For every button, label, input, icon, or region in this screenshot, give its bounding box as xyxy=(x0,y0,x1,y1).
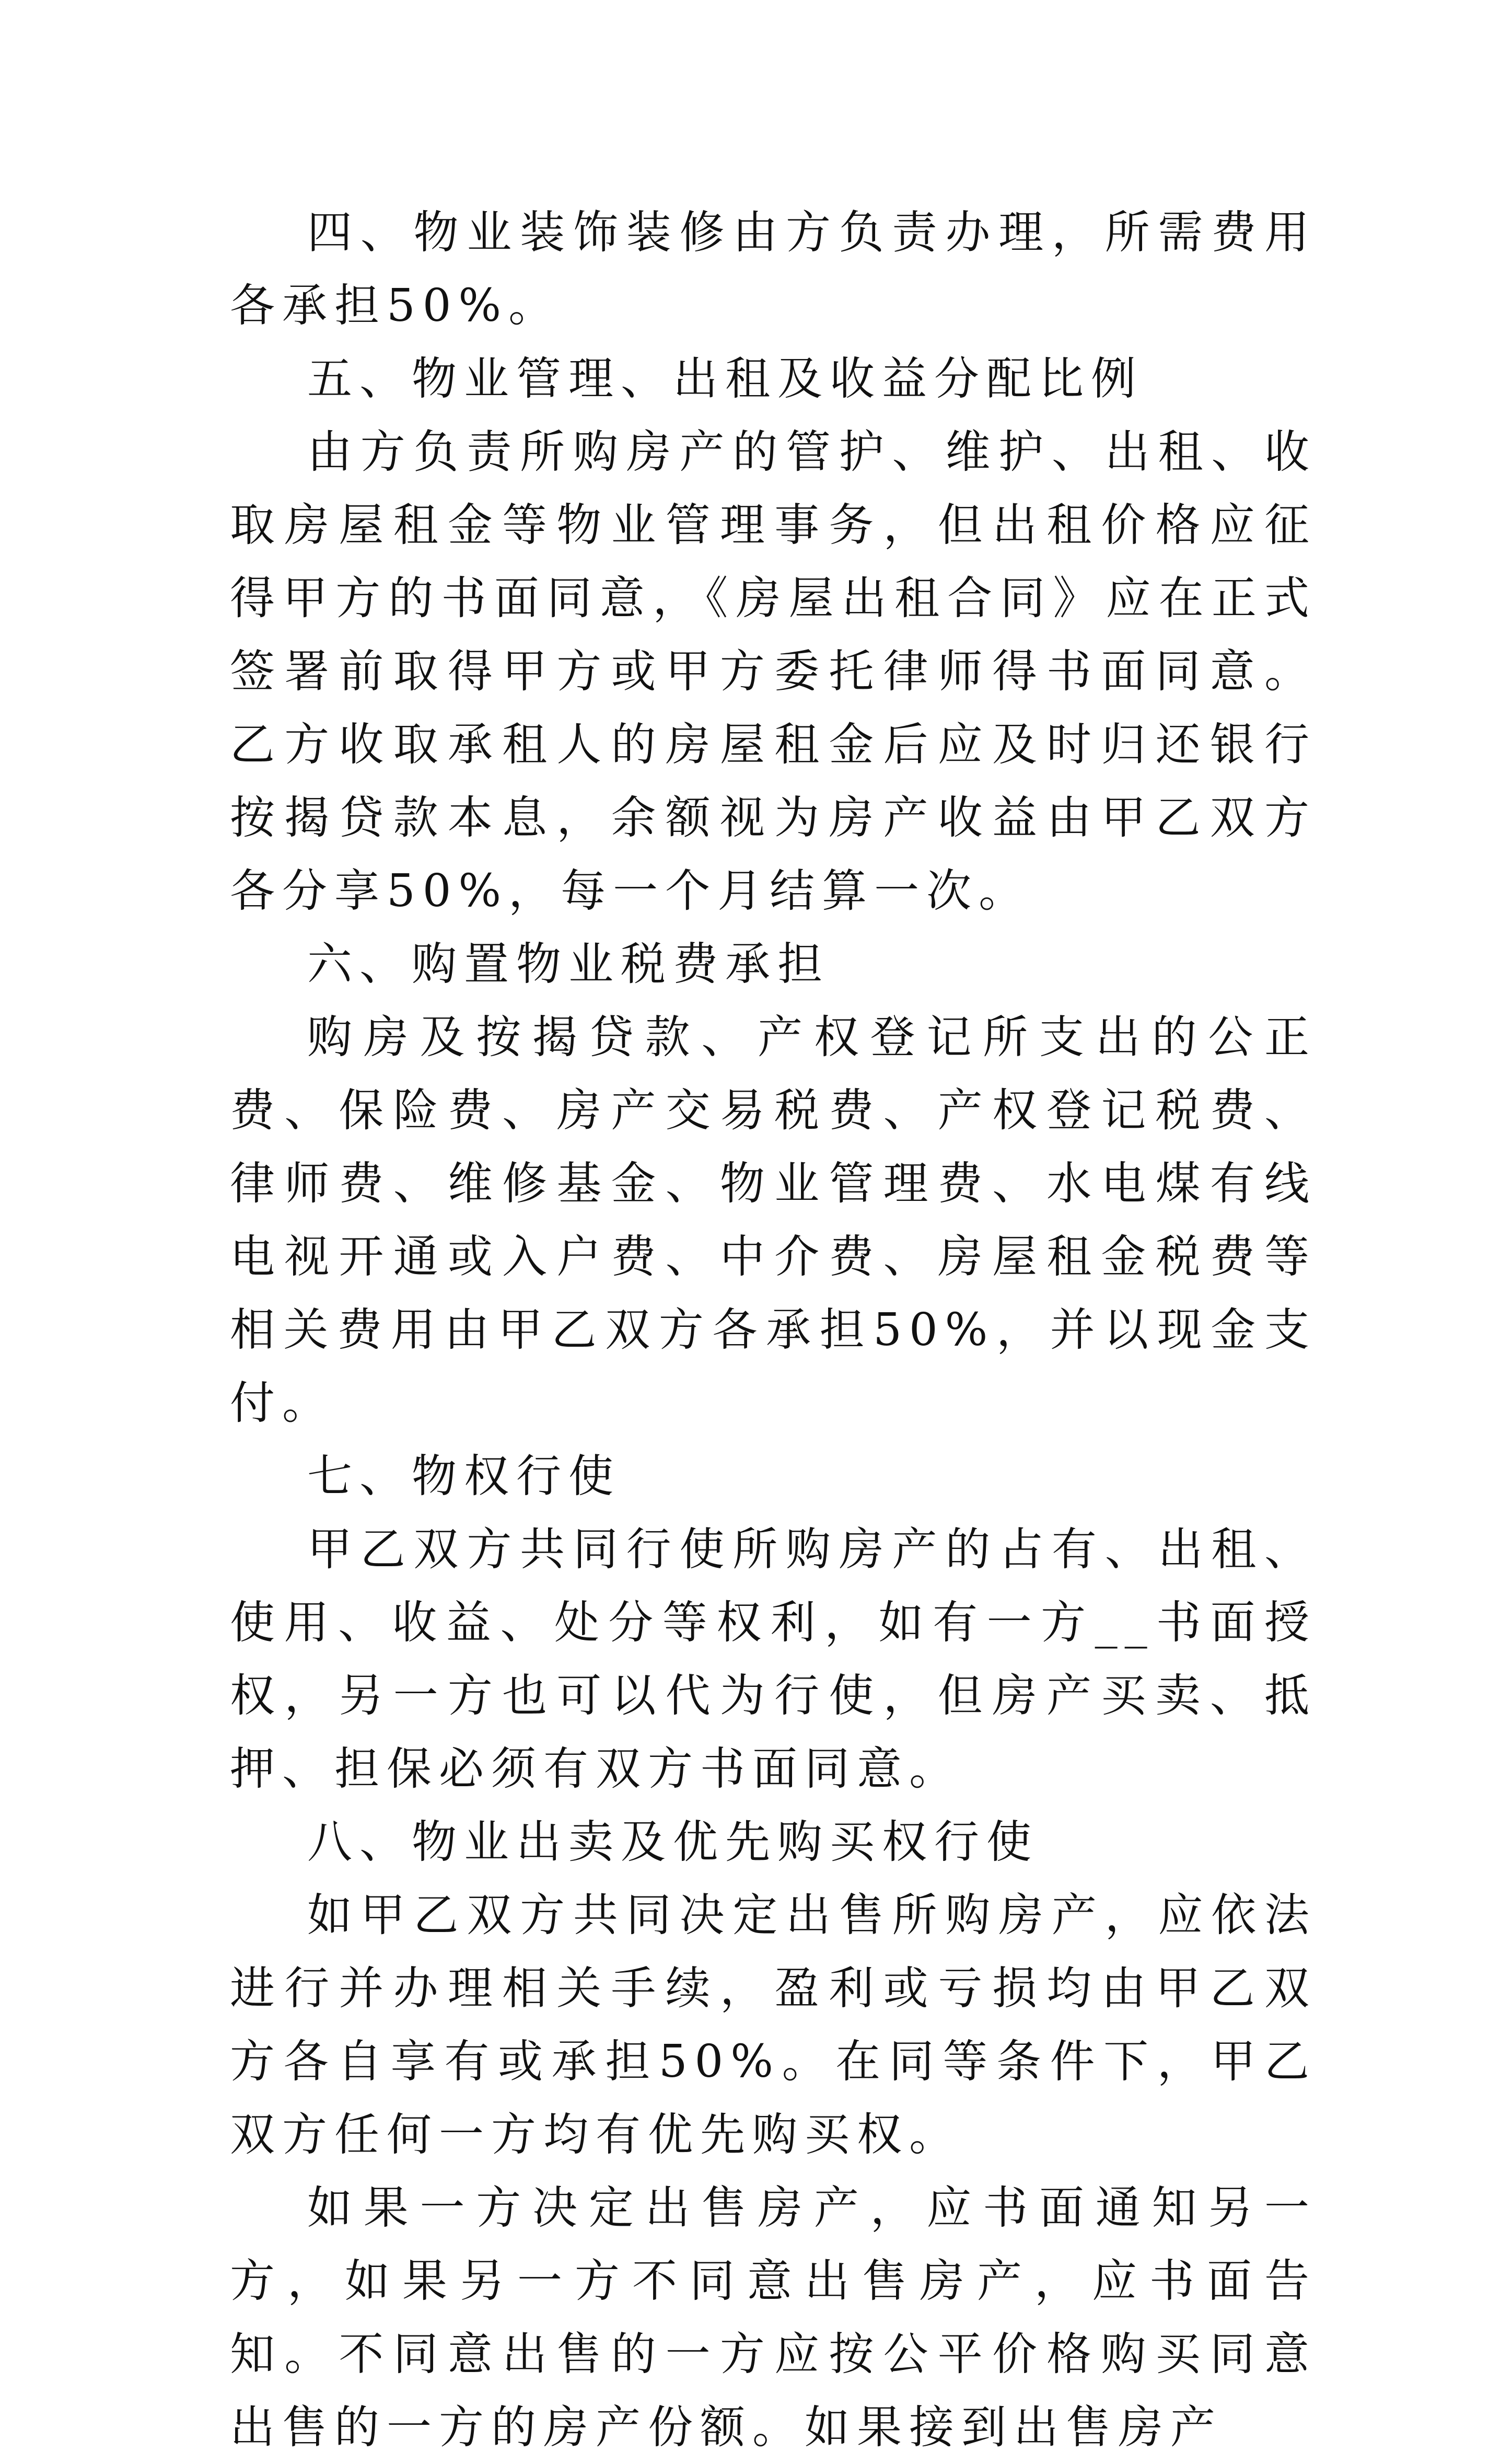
clause-6-heading: 六、购置物业税费承担 xyxy=(307,938,830,990)
clause-4-paragraph: 四、物业装饰装修由方负责办理，所需费用各承担50%。 xyxy=(230,206,1317,332)
clause-8-paragraph-1: 如甲乙双方共同决定出售所购房产，应依法进行并办理相关手续，盈利或亏损均由甲乙双方各自享有或承担50%。在同等条件下，甲乙双方任何一方均有优先购买权。 xyxy=(230,1889,1317,2161)
clause-8-paragraph-2: 如果一方决定出售房产，应书面通知另一方，如果另一方不同意出售房产，应书面告知。不同意出售的一方应按公平价格购买同意出售的一方的房产份额。如果接到出售房产 xyxy=(230,2182,1317,2454)
clause-5-paragraph: 由方负责所购房产的管护、维护、出租、收取房屋租金等物业管理事务，但出租价格应征得甲方的书面同意，《房屋出租合同》应在正式签署前取得甲方或甲方委托律师得书面同意。乙方收取承租人的房屋租金后应及时归还银行按揭贷款本息，余额视为房产收益由甲乙双方各分享50%，每一个月结算一次。 xyxy=(230,426,1317,917)
clause-7-heading: 七、物权行使 xyxy=(307,1450,621,1502)
document-body xyxy=(230,196,1317,2464)
clause-8-heading: 八、物业出卖及优先购买权行使 xyxy=(307,1816,1039,1868)
clause-6-paragraph: 购房及按揭贷款、产权登记所支出的公正费、保险费、房产交易税费、产权登记税费、律师费、维修基金、物业管理费、水电煤有线电视开通或入户费、中介费、房屋租金税费等相关费用由甲乙双方各承担50%，并以现金支付。 xyxy=(230,1011,1317,1429)
clause-5-heading: 五、物业管理、出租及收益分配比例 xyxy=(307,353,1143,405)
clause-7-paragraph: 甲乙双方共同行使所购房产的占有、出租、使用、收益、处分等权利，如有一方__书面授权，另一方也可以代为行使，但房产买卖、抵押、担保必须有双方书面同意。 xyxy=(230,1523,1317,1795)
